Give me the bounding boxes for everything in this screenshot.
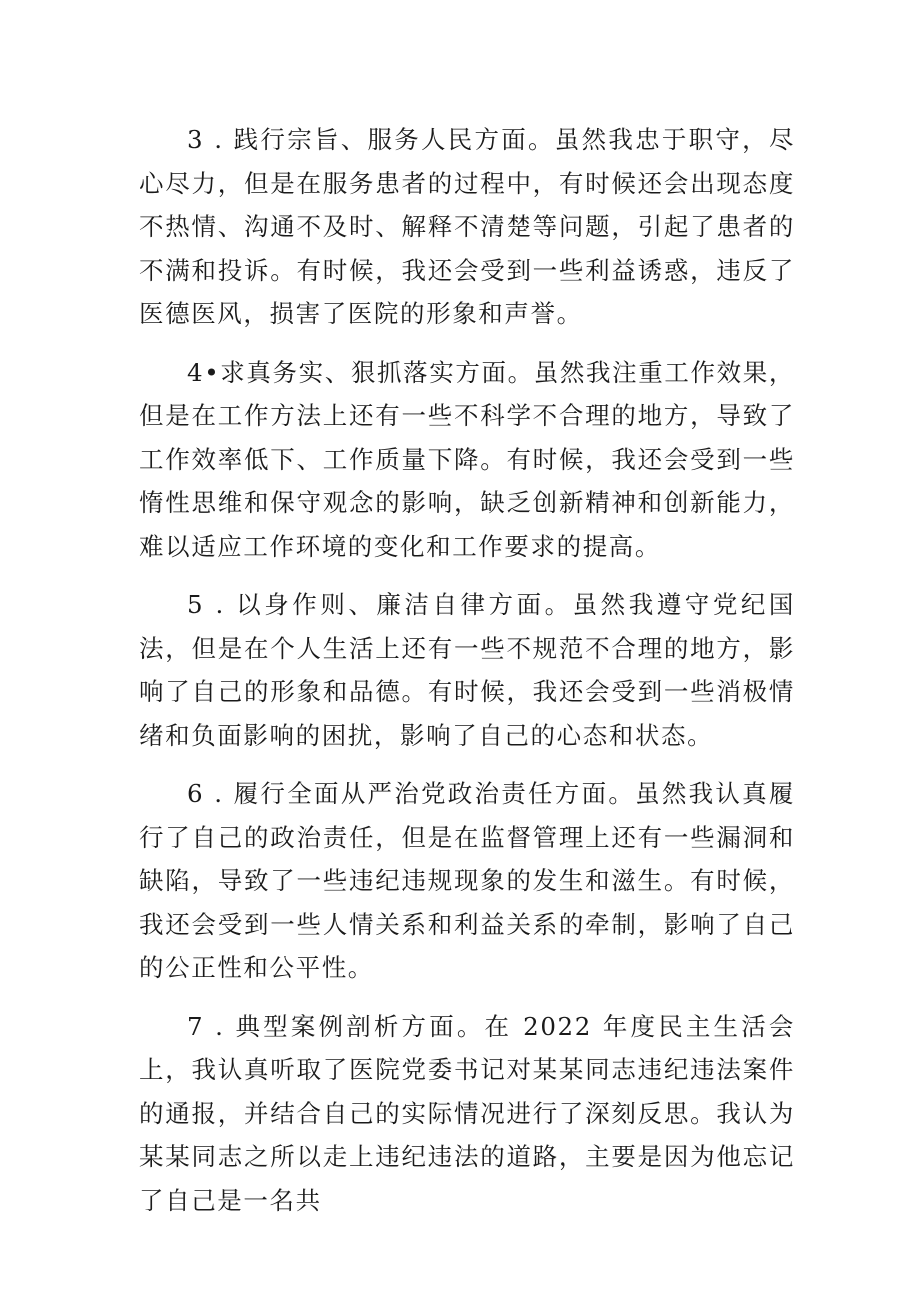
document-body bbox=[139, 118, 795, 1237]
paragraph-5: 5 . 以身作则、廉洁自律方面。虽然我遵守党纪国法，但是在个人生活上还有一些不规范不合理的地方，影响了自己的形象和品德。有时候，我还会受到一些消极情绪和负面影响的困扰，影响了自己的心态和状态。 bbox=[139, 590, 795, 750]
paragraph-6: 6 . 履行全面从严治党政治责任方面。虽然我认真履行了自己的政治责任，但是在监督管理上还有一些漏洞和缺陷，导致了一些违纪违规现象的发生和滋生。有时候，我还会受到一些人情关系和利益关系的牵制，影响了自己的公正性和公平性。 bbox=[139, 779, 795, 982]
paragraph-4: 4•求真务实、狠抓落实方面。虽然我注重工作效果，但是在工作方法上还有一些不科学不合理的地方，导致了工作效率低下、工作质量下降。有时候，我还会受到一些惰性思维和保守观念的影响，缺乏创新精神和创新能力，难以适应工作环境的变化和工作要求的提高。 bbox=[139, 357, 795, 561]
paragraph-3: 3 . 践行宗旨、服务人民方面。虽然我忠于职守，尽心尽力，但是在服务患者的过程中，有时候还会出现态度不热情、沟通不及时、解释不清楚等问题，引起了患者的不满和投诉。有时候，我还会受到一些利益诱惑，违反了医德医风，损害了医院的形象和声誉。 bbox=[139, 125, 795, 328]
paragraph-7: 7 . 典型案例剖析方面。在 2022 年度民主生活会上，我认真听取了医院党委书记对某某同志违纪违法案件的通报，并结合自己的实际情况进行了深刻反思。我认为某某同志之所以走上违纪违法的道路，主要是因为他忘记了自己是一名共 bbox=[139, 1011, 795, 1215]
